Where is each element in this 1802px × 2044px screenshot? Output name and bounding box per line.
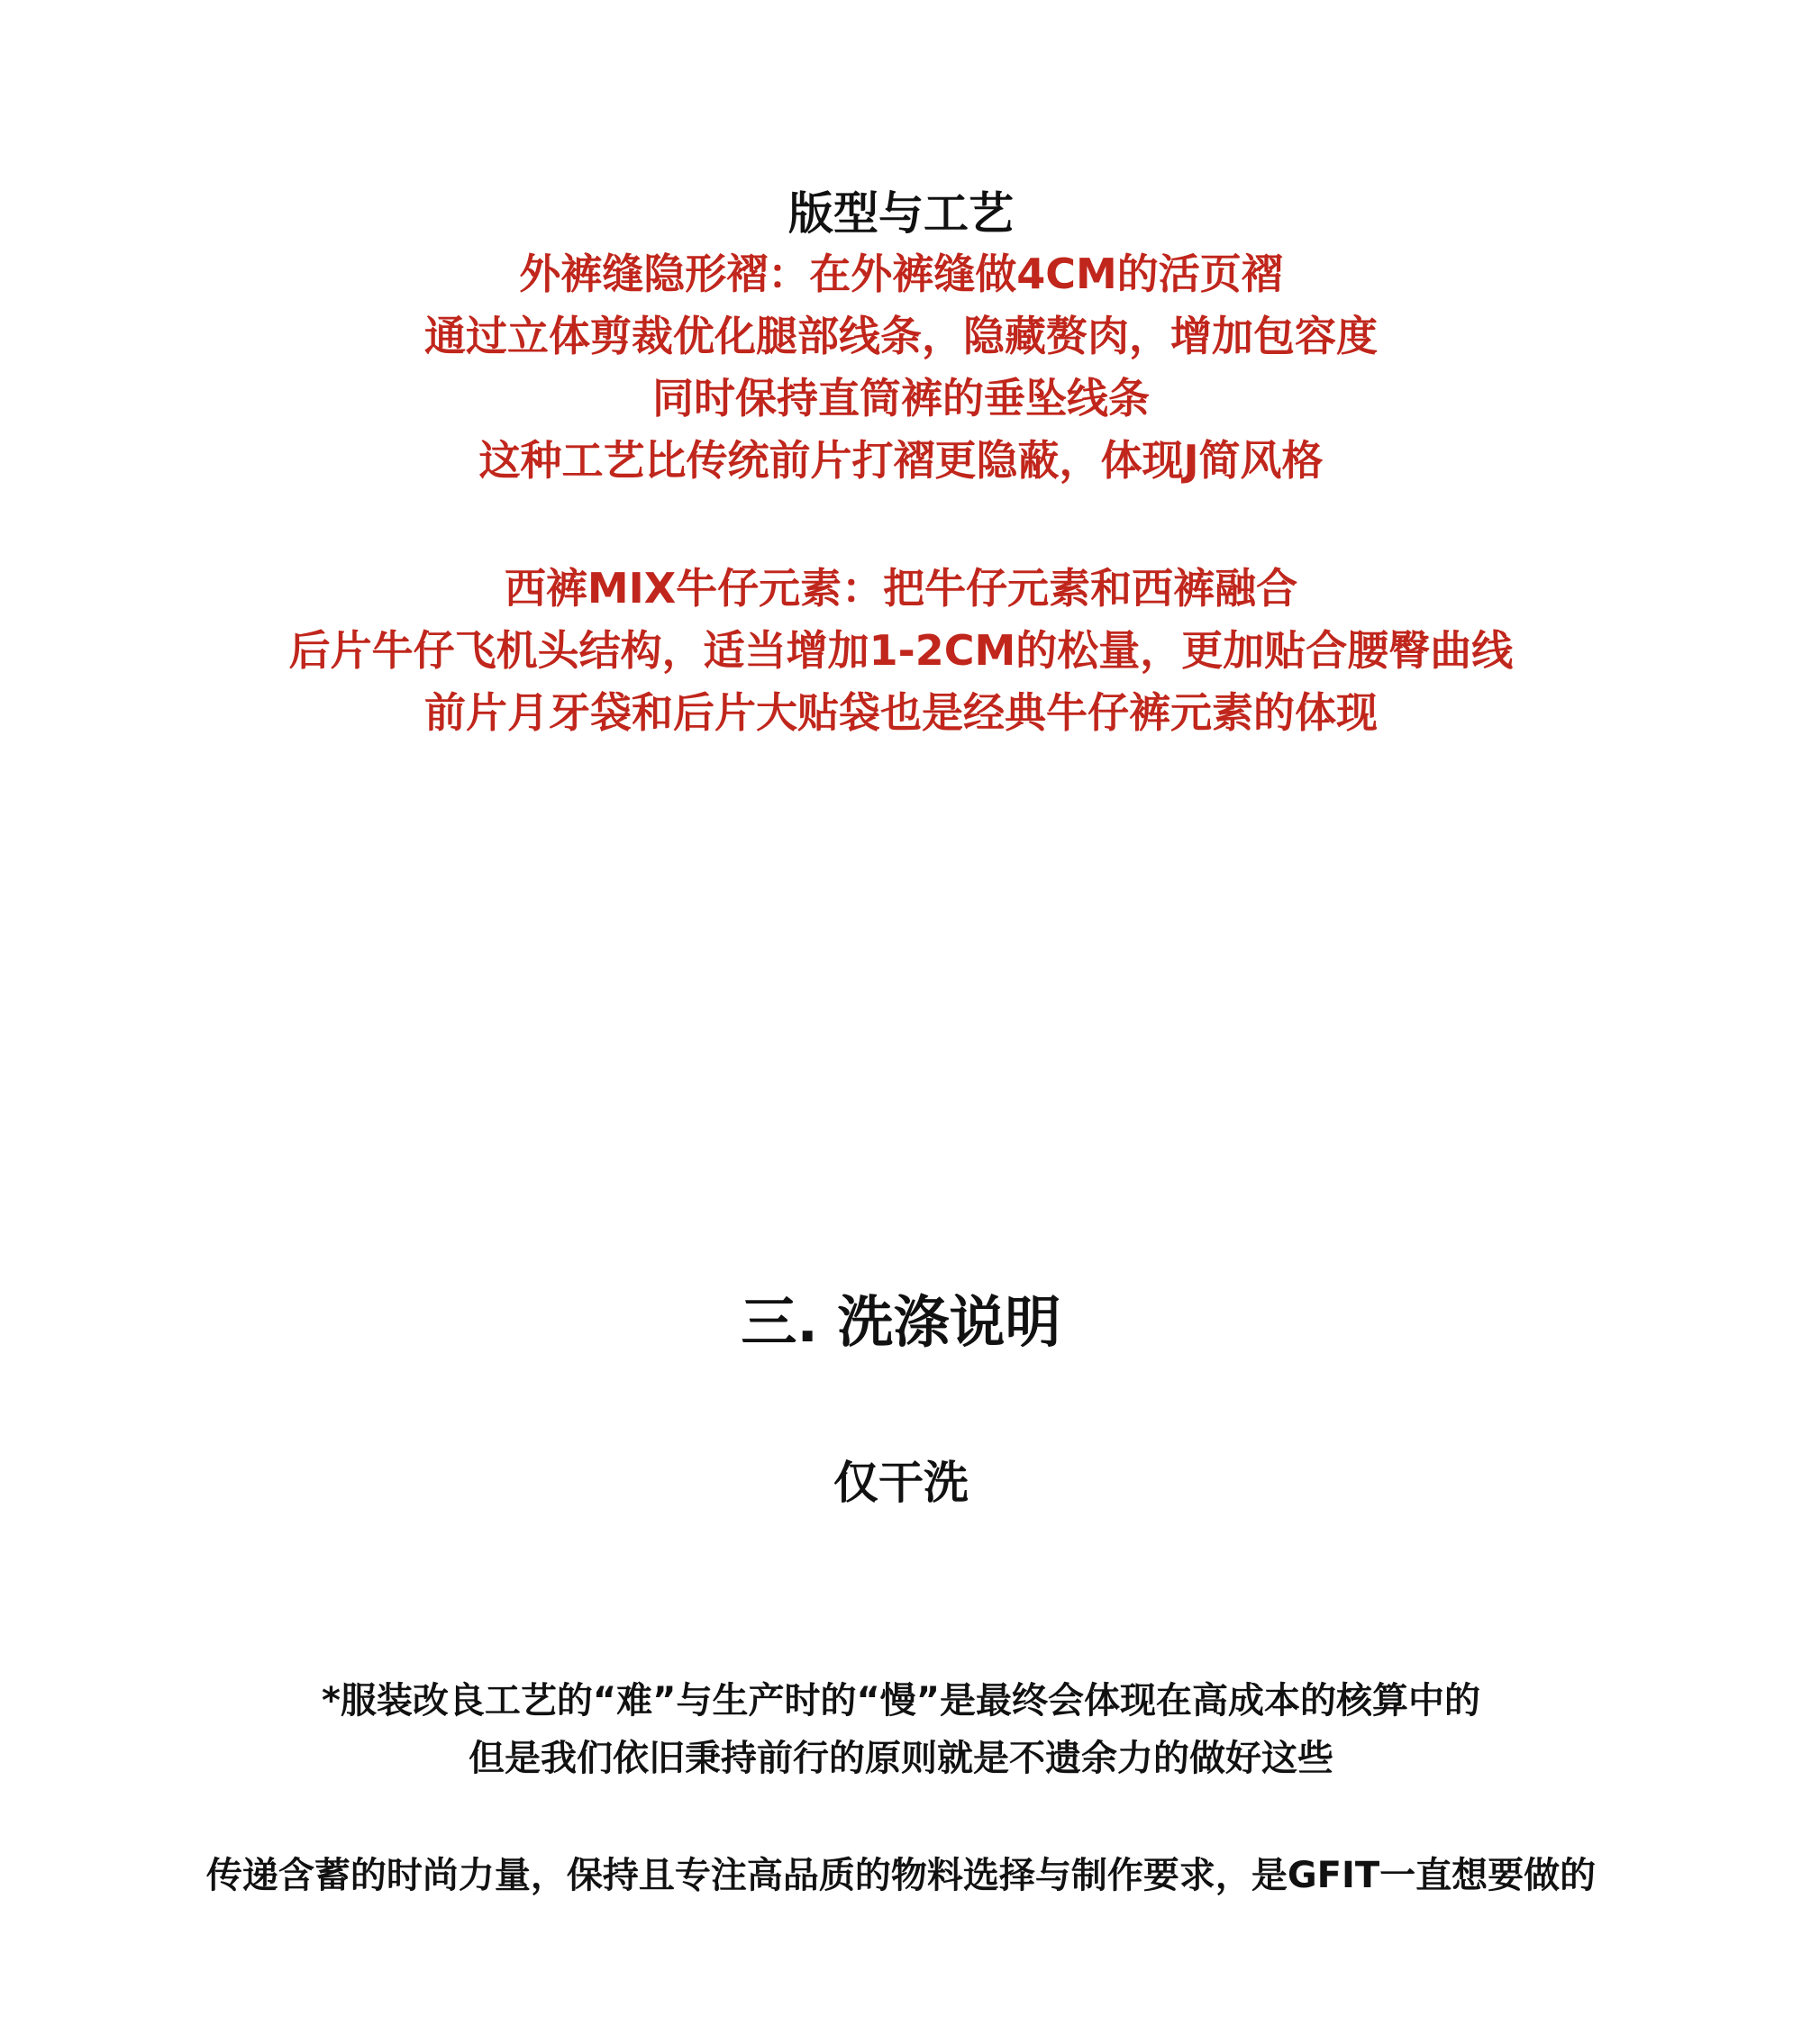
craft-title: 版型与工艺: [788, 187, 1014, 240]
denim-line-1: 西裤MIX牛仔元素：把牛仔元素和西裤融合: [504, 564, 1298, 613]
note-line-3: 传递含蓄的时尚力量，保持且专注高品质的物料选择与制作要求，是GFIT一直想要做的: [205, 1855, 1597, 1896]
denim-line-3: 前片月牙袋和后片大贴袋也是经典牛仔裤元素的体现: [424, 688, 1378, 737]
note-line-1: *服装改良工艺的“难”与生产时的“慢”是最终会体现在高成本的核算中的: [321, 1680, 1481, 1722]
craft-line-1: 外裤缝隐形褶：在外裤缝做4CM的活页褶: [519, 250, 1283, 298]
wash-heading: 三. 洗涤说明: [741, 1289, 1061, 1355]
craft-line-3: 同时保持直筒裤的垂坠线条: [652, 374, 1150, 422]
note-line-2: 但是我们依旧秉持前行的原则就是不遗余力的做好这些: [469, 1738, 1333, 1779]
craft-line-4: 这种工艺比传统前片打褶更隐蔽，体现J简风格: [478, 436, 1324, 485]
wash-instruction: 仅干洗: [833, 1457, 969, 1509]
craft-line-2: 通过立体剪裁优化腿部线条，隐藏赘肉，增加包容度: [424, 312, 1378, 360]
denim-line-2: 后片牛仔飞机头结构，适当增加1-2CM的松量，更加贴合腰臀曲线: [288, 626, 1514, 675]
